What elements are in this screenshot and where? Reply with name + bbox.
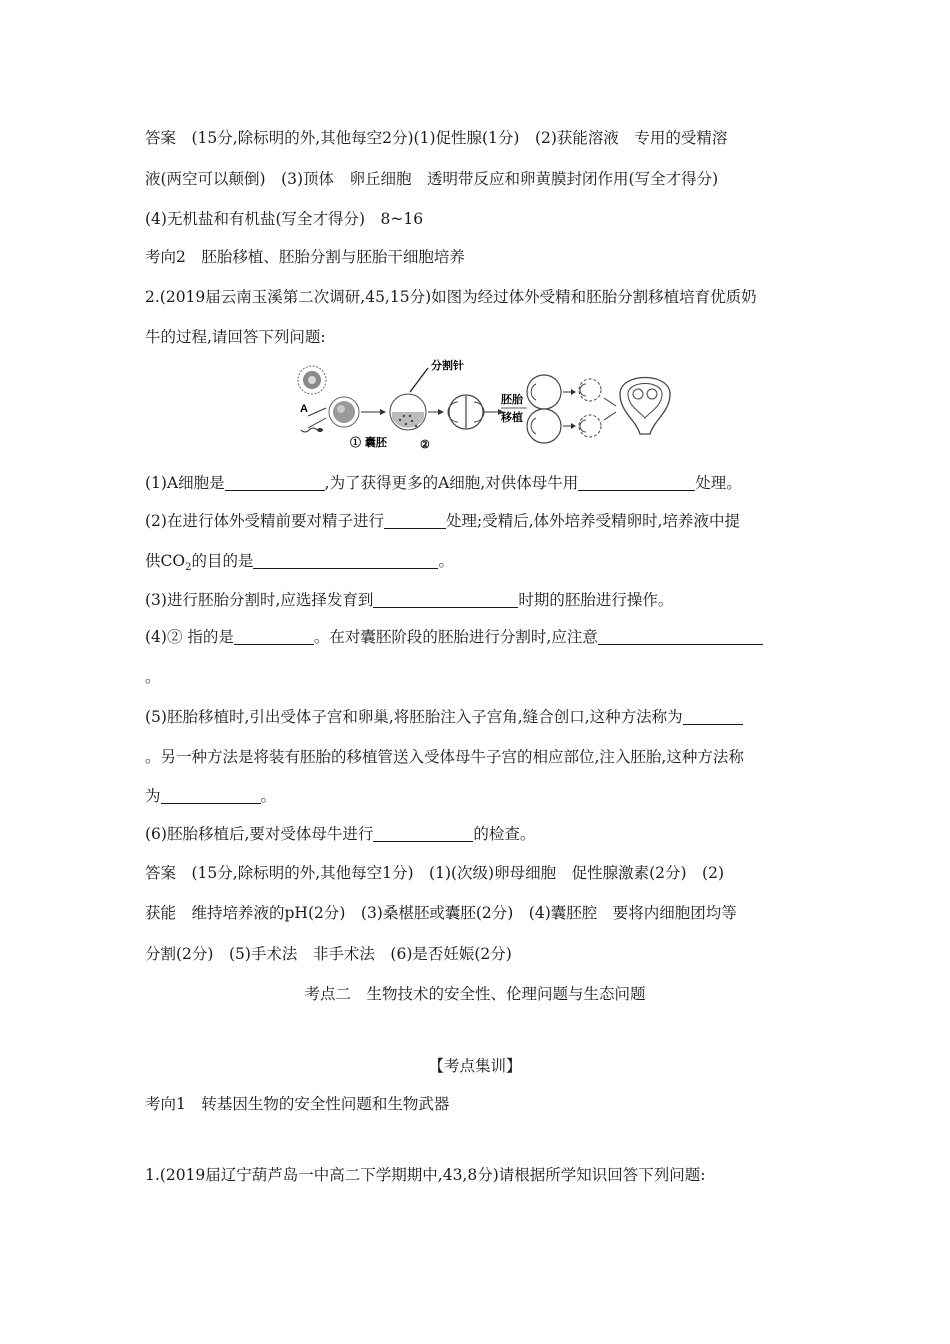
zygote-icon xyxy=(329,397,359,427)
embryo-splitting-diagram xyxy=(288,354,678,450)
question-part-4-end: 。 xyxy=(145,668,161,686)
answer-blank[interactable] xyxy=(683,708,743,725)
answer-blank[interactable] xyxy=(578,474,695,491)
split-embryo-icon xyxy=(448,395,484,429)
answer-blank[interactable] xyxy=(234,628,314,645)
answer-blank[interactable] xyxy=(225,474,325,491)
answer-blank[interactable] xyxy=(253,552,438,569)
section-heading: 考向1 转基因生物的安全性问题和生物武器 xyxy=(145,1095,450,1113)
answer-line: 答案 (15分,除标明的外,其他每空2分)(1)促性腺(1分) (2)获能溶液 专用的受精溶 xyxy=(145,129,728,147)
topic-heading: 考点二 生物技术的安全性、伦理问题与生态问题 xyxy=(304,985,646,1003)
question-part-3: (3)进行胚胎分割时,应选择发育到 时期的胚胎进行操作。 xyxy=(145,591,674,609)
question-part-4: (4)② 指的是 。在对囊胚阶段的胚胎进行分割时,应注意 xyxy=(145,627,763,647)
needle-icon xyxy=(410,368,428,392)
answer-line: 液(两空可以颠倒) (3)顶体 卵丘细胞 透明带反应和卵黄膜封闭作用(写全才得分) xyxy=(145,170,719,188)
question-part-6: (6)胚胎移植后,要对受体母牛进行 的检查。 xyxy=(145,825,536,843)
answer-blank[interactable] xyxy=(598,628,763,645)
question-part-5-cont: 。另一种方法是将装有胚胎的移植管送入受体母牛子宫的相应部位,注入胚胎,这种方法称 xyxy=(145,748,744,766)
answer-line: (4)无机盐和有机盐(写全才得分) 8~16 xyxy=(145,210,424,228)
question-part-2-cont: 供$CO_2$的目的是 。 xyxy=(145,552,454,574)
question-stem: 2.(2019届云南玉溪第二次调研,45,15分)如图为经过体外受精和胚胎分割移植培育优质奶 xyxy=(145,288,757,306)
question-part-5-end: 为 。 xyxy=(145,787,277,805)
exercise-heading: 【考点集训】 xyxy=(428,1057,522,1075)
question-part-1: (1)A细胞是 ,为了获得更多的A细胞,对供体母牛用 处理。 xyxy=(145,474,742,492)
label-two: ② xyxy=(420,438,430,450)
answer-blank[interactable] xyxy=(373,591,518,608)
uterus-icon xyxy=(620,378,670,435)
answer-line: 分割(2分) (5)手术法 非手术法 (6)是否妊娠(2分) xyxy=(145,945,512,963)
answer-line: 获能 维持培养液的pH(2分) (3)桑椹胚或囊胚(2分) (4)囊胚腔 要将内细胞团均等 xyxy=(145,904,737,922)
question-part-2: (2)在进行体外受精前要对精子进行 处理;受精后,体外培养受精卵时,培养液中提 xyxy=(145,512,741,530)
label-a: A xyxy=(300,403,308,415)
answer-blank[interactable] xyxy=(161,787,261,804)
answer-line: 答案 (15分,除标明的外,其他每空1分) (1)(次级)卵母细胞 促性腺激素(2分) (2) xyxy=(145,864,724,882)
label-transfer-2: 移植 xyxy=(501,411,523,424)
question-stem: 1.(2019届辽宁葫芦岛一中高二下学期期中,43,8分)请根据所学知识回答下列问题: xyxy=(145,1166,706,1184)
question-stem: 牛的过程,请回答下列问题: xyxy=(145,328,326,346)
question-part-5: (5)胚胎移植时,引出受体子宫和卵巢,将胚胎注入子宫角,缝合创口,这种方法称为 xyxy=(145,707,743,727)
section-heading: 考向2 胚胎移植、胚胎分割与胚胎干细胞培养 xyxy=(145,248,465,266)
hatched-embryo-icon xyxy=(579,379,601,437)
oocyte-icon xyxy=(298,366,326,394)
label-needle: 分割针 xyxy=(431,359,464,372)
label-blastocyst: ① 囊胚 xyxy=(350,436,387,449)
answer-blank[interactable] xyxy=(373,825,473,842)
sperm-icon xyxy=(301,428,323,432)
embryo-pair-icon xyxy=(527,375,561,443)
blastocyst-icon xyxy=(390,394,426,430)
answer-blank[interactable] xyxy=(384,512,446,529)
label-transfer-1: 胚胎 xyxy=(501,393,523,406)
